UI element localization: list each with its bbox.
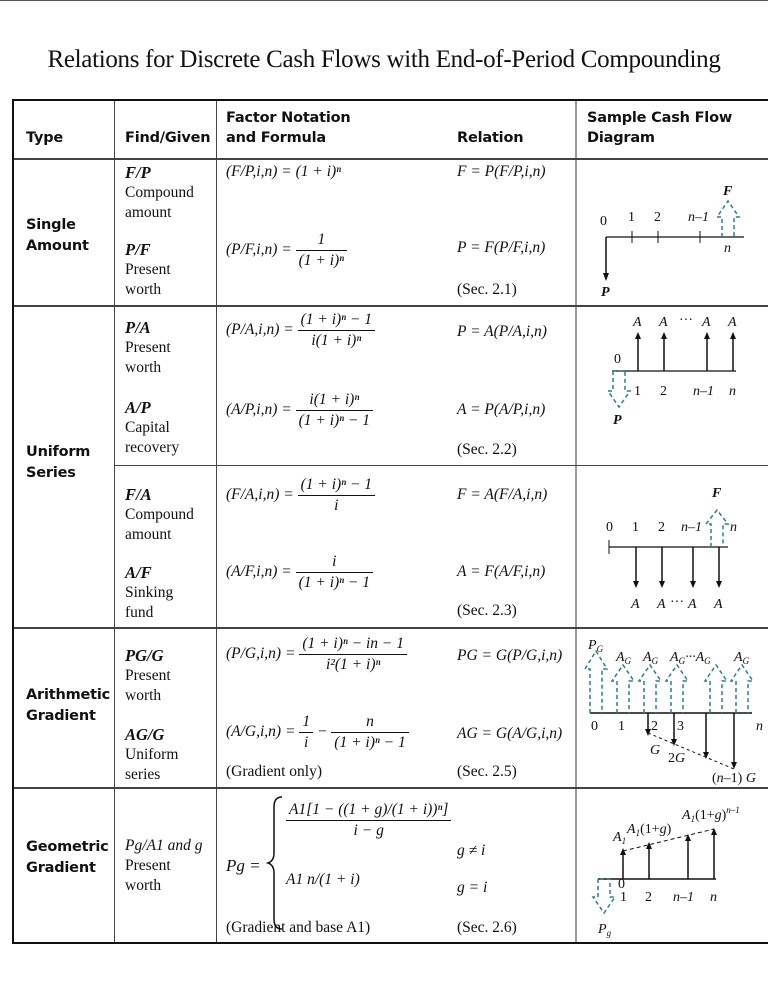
find-given-geometric (125, 836, 203, 896)
numerator: (1 + i)ⁿ − 1 (298, 311, 375, 331)
geometric-note: (Gradient and base A1) (226, 919, 371, 936)
svg-text:F: F (712, 486, 722, 501)
fraction (296, 553, 373, 592)
relations-table (12, 99, 768, 944)
section-ref: (Sec. 2.5) (457, 763, 517, 780)
cash-flow-diagram-uniform-fa (576, 467, 768, 627)
svg-text:···: ··· (679, 313, 693, 328)
svg-text:n–1: n–1 (681, 520, 702, 535)
svg-text:0: 0 (618, 877, 625, 892)
formula-notation: (P/A,i,n) = (226, 321, 294, 339)
factor-desc: amount (125, 526, 172, 543)
type-uniform-series (26, 442, 90, 484)
formula-notation: (A/F,i,n) = (226, 563, 292, 581)
svg-text:n–1: n–1 (688, 210, 709, 225)
cash-flow-diagram-uniform-pa (576, 307, 768, 465)
section-ref: (Sec. 2.1) (457, 281, 517, 298)
factor-desc: Sinking (125, 584, 174, 601)
factor-desc: recovery (125, 439, 180, 456)
type-label: Uniform (26, 444, 91, 460)
numerator: 1 (296, 231, 347, 251)
header-relation: Relation (457, 130, 524, 146)
svg-text:1: 1 (620, 890, 627, 905)
column-divider (114, 101, 115, 942)
svg-text:0: 0 (591, 719, 598, 734)
svg-text:1: 1 (618, 719, 625, 734)
svg-text:n–1: n–1 (693, 384, 714, 399)
denominator: (1 + i)ⁿ − 1 (298, 574, 371, 591)
svg-text:0: 0 (606, 520, 613, 535)
factor-symbol: F/P (125, 163, 151, 182)
svg-text:AG···AG: $A_G\cdot\cdot\cdot A_G$ (670, 650, 711, 666)
find-given-pf (125, 240, 171, 300)
numerator: i(1 + i)ⁿ (296, 391, 373, 411)
factor-symbol: PG/G (125, 646, 164, 665)
factor-desc: Present (125, 857, 171, 874)
factor-desc: worth (125, 877, 162, 894)
gradient-note: (Gradient only) (226, 763, 322, 780)
type-label: Gradient (26, 860, 96, 876)
factor-symbol: P/A (125, 318, 151, 337)
formula-fp (226, 163, 341, 181)
numerator: A1[1 − ((1 + g)/(1 + i))ⁿ] (286, 801, 451, 821)
relation-fa: F = A(F/A,i,n) (457, 486, 548, 503)
svg-text:(n–1) G: (n–1) G (712, 771, 756, 786)
denominator: i (334, 497, 339, 514)
fraction (298, 311, 375, 350)
fraction (296, 231, 347, 270)
type-arithmetic-gradient (26, 685, 110, 727)
cash-flow-diagram-geometric (576, 789, 768, 946)
svg-text:2: 2 (651, 719, 658, 734)
find-given-fp (125, 163, 194, 223)
svg-text:AG: $A_G$ (616, 650, 632, 666)
svg-text:0: 0 (600, 214, 607, 229)
denominator: (1 + i)ⁿ − 1 (334, 734, 406, 751)
denominator: (1 + i)ⁿ − 1 (298, 412, 371, 429)
svg-text:2: 2 (660, 384, 667, 399)
column-divider (216, 101, 217, 942)
factor-desc: Uniform (125, 746, 179, 763)
cash-flow-diagram-arithmetic (576, 629, 768, 787)
svg-text:A: A (633, 315, 642, 330)
type-label: Amount (26, 238, 89, 254)
find-given-ag (125, 725, 178, 785)
fraction (296, 391, 373, 430)
formula-af (226, 553, 373, 592)
svg-text:2: 2 (645, 890, 652, 905)
factor-desc: worth (125, 281, 162, 298)
find-given-pa (125, 318, 171, 378)
find-given-ap (125, 398, 179, 458)
svg-text:PG: $P_G$ (588, 638, 604, 654)
svg-text:P: P (601, 285, 610, 300)
relation-pf: P = F(P/F,i,n) (457, 239, 546, 256)
find-given-af (125, 563, 173, 623)
factor-symbol: F/A (125, 485, 152, 504)
formula-notation: (F/A,i,n) = (226, 486, 294, 504)
type-label: Arithmetic (26, 687, 111, 703)
factor-desc: Capital (125, 419, 170, 436)
factor-symbol: Pg/A1 and g (125, 837, 203, 854)
numerator: (1 + i)ⁿ − in − 1 (299, 635, 407, 655)
denominator: i(1 + i)ⁿ (311, 332, 362, 349)
type-label: Series (26, 465, 76, 481)
svg-text:Pg: $P_g$ (598, 922, 612, 938)
svg-text:A: A (659, 315, 668, 330)
svg-text:1: 1 (628, 210, 635, 225)
type-label: Single (26, 217, 76, 233)
type-label: Geometric (26, 839, 109, 855)
condition-g-eq-i: g = i (457, 879, 488, 896)
header-factor-1: Factor Notation (226, 110, 351, 126)
row-divider (114, 465, 768, 466)
svg-text:2: 2 (658, 520, 665, 535)
svg-text:A: A (702, 315, 711, 330)
svg-text:P: P (613, 413, 622, 428)
svg-text:F: F (723, 184, 733, 199)
left-brace (266, 793, 286, 933)
svg-text:n: n (710, 890, 717, 905)
numerator: i (296, 553, 373, 573)
svg-text:2: 2 (654, 210, 661, 225)
formula-ap (226, 391, 373, 430)
formula-geometric-case2: A1 n/(1 + i) (286, 871, 360, 888)
relation-pa: P = A(P/A,i,n) (457, 323, 547, 340)
type-label: Gradient (26, 708, 96, 724)
factor-desc: series (125, 766, 161, 783)
svg-text:2G: 2G (668, 751, 686, 766)
svg-text:n: n (729, 384, 736, 399)
factor-desc: amount (125, 204, 172, 221)
svg-text:n: n (730, 520, 737, 535)
svg-text:A: A (688, 597, 697, 612)
formula-fa (226, 476, 375, 515)
fraction (299, 635, 407, 674)
formula-expression: (1 + i)ⁿ (295, 163, 342, 180)
denominator: i²(1 + i)ⁿ (325, 656, 381, 673)
section-ref: (Sec. 2.3) (457, 602, 517, 619)
fraction (331, 713, 408, 752)
top-rule (0, 0, 768, 1)
svg-text:n–1: n–1 (673, 890, 694, 905)
minus-sign: − (316, 723, 328, 741)
fraction (286, 801, 451, 840)
factor-desc: Present (125, 667, 171, 684)
svg-text:n: n (724, 241, 731, 256)
relation-fp: F = P(F/P,i,n) (457, 163, 546, 180)
factor-symbol: A/P (125, 398, 151, 417)
page-title: Relations for Discrete Cash Flows with End-of-Period Compounding (47, 46, 721, 73)
section-ref: (Sec. 2.6) (457, 919, 517, 936)
cash-flow-diagram-single (576, 159, 768, 305)
svg-text:1: 1 (634, 384, 641, 399)
type-single-amount (26, 215, 89, 257)
denominator: (1 + i)ⁿ (298, 252, 345, 269)
denominator: i − g (353, 822, 384, 839)
formula-pg (226, 635, 407, 674)
formula-pg-lhs: Pg = (226, 856, 261, 875)
svg-text:AG: $A_G$ (734, 650, 750, 666)
svg-text:···: ··· (670, 595, 684, 610)
svg-text:0: 0 (614, 352, 621, 367)
factor-desc: fund (125, 604, 154, 621)
svg-text:A: A (728, 315, 737, 330)
type-geometric-gradient (26, 837, 109, 879)
numerator: (1 + i)ⁿ − 1 (298, 476, 375, 496)
factor-desc: worth (125, 687, 162, 704)
svg-text:A1: $A_1$ (613, 830, 627, 846)
formula-pa (226, 311, 375, 350)
svg-text:A: A (631, 597, 640, 612)
factor-symbol: P/F (125, 240, 151, 259)
formula-geometric-case1 (286, 801, 451, 840)
svg-text:3: 3 (677, 719, 684, 734)
svg-text:1: 1 (632, 520, 639, 535)
section-ref: (Sec. 2.2) (457, 441, 517, 458)
formula-notation: (A/G,i,n) = (226, 723, 296, 741)
formula-notation: (P/G,i,n) = (226, 645, 296, 663)
fraction (298, 476, 375, 515)
condition-g-neq-i: g ≠ i (457, 842, 486, 859)
svg-text:n: n (756, 719, 763, 734)
header-type: Type (26, 130, 64, 146)
svg-text:A1(1+g): $A_1(1+g)$ (627, 822, 672, 838)
svg-text:G: G (650, 743, 661, 758)
formula-notation: (A/P,i,n) = (226, 401, 292, 419)
factor-desc: Present (125, 261, 171, 278)
factor-desc: Compound (125, 184, 194, 201)
factor-desc: worth (125, 359, 162, 376)
formula-notation: (F/P,i,n) = (226, 163, 292, 180)
find-given-fa (125, 485, 194, 545)
header-find-given: Find/Given (125, 130, 211, 146)
find-given-pg (125, 646, 171, 706)
fraction (299, 713, 313, 752)
formula-ag (226, 713, 409, 752)
relation-pg: PG = G(P/G,i,n) (457, 647, 563, 664)
factor-desc: Compound (125, 506, 194, 523)
denominator: i (304, 734, 309, 751)
header-factor-2: and Formula (226, 130, 326, 146)
numerator: 1 (299, 713, 313, 733)
svg-text:A1(1+g)n–1: $A_1(1+g)^{n-1}$ (682, 805, 740, 824)
svg-text:A: A (714, 597, 723, 612)
factor-symbol: AG/G (125, 725, 165, 744)
factor-desc: Present (125, 339, 171, 356)
relation-af: A = F(A/F,i,n) (457, 563, 546, 580)
header-diagram-2: Diagram (587, 130, 655, 146)
relation-ag: AG = G(A/G,i,n) (457, 725, 563, 742)
svg-text:A: A (657, 597, 666, 612)
formula-pf (226, 231, 347, 270)
svg-text:AG: $A_G$ (643, 650, 659, 666)
formula-notation: (P/F,i,n) = (226, 241, 292, 259)
factor-symbol: A/F (125, 563, 152, 582)
numerator: n (331, 713, 408, 733)
header-diagram-1: Sample Cash Flow (587, 110, 733, 126)
relation-ap: A = P(A/P,i,n) (457, 401, 546, 418)
